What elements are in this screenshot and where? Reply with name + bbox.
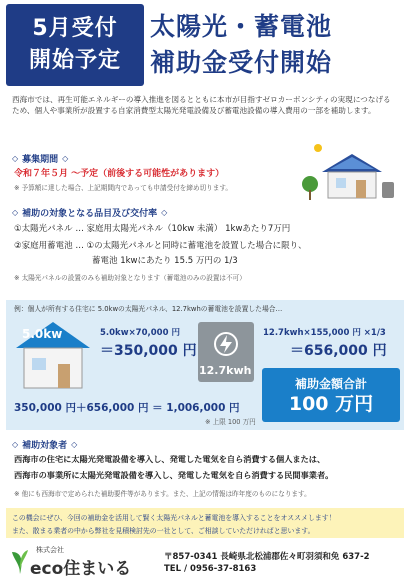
- diamond-icon: ◇: [12, 208, 19, 217]
- total-box: [262, 368, 400, 422]
- diamond-icon: ◇: [12, 154, 19, 163]
- battery-kwh-label: 12.7kwh: [199, 364, 252, 377]
- promo-line-1: この機会にぜひ、今回の補助金を活用して賢く太陽光パネルと蓄電池を導入することをオススメします！: [12, 514, 336, 522]
- company-tel: TEL / 0956-37-8163: [164, 564, 257, 574]
- promo-line-2: また、散まる業者の中から弊社を見積検討先の一社として、ご相談していただければと思います。: [12, 527, 315, 535]
- items-row-1: ①太陽光パネル … 家庭用太陽光パネル（10kw 未満） 1kwあたり7万円: [14, 224, 291, 234]
- leaf-logo-icon: [10, 546, 30, 576]
- sum-line: 350,000 円＋656,000 円 ＝ 1,006,000 円: [14, 402, 240, 414]
- result-battery: ＝656,000 円: [290, 343, 387, 359]
- period-heading: ◇ 募集期間 ◇: [12, 154, 69, 165]
- calc-battery: 12.7kwh×155,000 円 ×1/3: [263, 328, 386, 338]
- header-badge: [6, 4, 144, 86]
- house-kw-label: 5.0kw: [22, 327, 63, 341]
- total-value: 100 万円: [288, 392, 374, 415]
- result-solar: ＝350,000 円: [100, 343, 197, 359]
- company-prefix: 株式会社: [36, 546, 64, 554]
- solar-house-illustration: [300, 142, 400, 204]
- diamond-icon: ◇: [12, 440, 19, 449]
- company-name: eco住まいる: [30, 559, 132, 579]
- header-title-line2: 補助金受付開始: [150, 48, 333, 77]
- period-value: 令和７年５月 ～予定（前後する可能性があります）: [14, 169, 225, 179]
- header-title-line1: 太陽光・蓄電池: [150, 12, 333, 41]
- target-line-1: 西海市の住宅に太陽光発電設備を導入し、発電した電気を自ら消費する個人または、: [14, 454, 326, 464]
- diamond-icon: ◇: [161, 208, 168, 217]
- intro-text: 西海市では、再生可能エネルギーの導入推進を図るとともに本市が目指すゼロカーボンシティの実現につなげるため、個人や事業所が設置する自家消費型太陽光発電設備及び蓄電池設備の導入費用の一部を補助します。: [12, 95, 391, 115]
- target-note: ※ 他にも西海市で定められた補助要件等があります。また、上記の情報は昨年度のものになります。: [14, 490, 311, 498]
- items-row-3: 蓄電池 1kwにあたり 15.5 万円の 1/3: [92, 256, 238, 266]
- limit-note: ※ 上限 100 万円: [205, 418, 256, 426]
- header-title: [150, 4, 405, 86]
- items-note: ※ 太陽光パネルの設置のみも補助対象となります（蓄電池のみの設置は不可）: [14, 274, 246, 282]
- items-heading: ◇ 補助の対象となる品目及び交付率 ◇: [12, 208, 168, 219]
- company-address: 〒857-0341 長崎県北松浦郡佐々町羽須和免 637-2: [164, 552, 370, 562]
- header-badge-line2: 開始予定: [28, 48, 121, 73]
- example-text: 例：個人が所有する住宅に 5.0kwの太陽光パネル、12.7kwhの蓄電池を設置した場合…: [14, 305, 283, 313]
- diamond-icon: ◇: [71, 440, 78, 449]
- diamond-icon: ◇: [62, 154, 69, 163]
- total-title: 補助金額合計: [294, 376, 367, 391]
- target-line-2: 西海市の事業所に太陽光発電設備を導入し、発電した電気を自ら消費する民間事業者。: [14, 470, 334, 480]
- period-note: ※ 予算額に達した場合、上記期間内であっても申請受付を締め切ります。: [14, 184, 233, 192]
- target-heading: ◇ 補助対象者 ◇: [12, 440, 78, 451]
- items-row-2: ②家庭用蓄電池 … ①の太陽光パネルと同時に蓄電池を設置した場合に限り、: [14, 241, 307, 251]
- footer: [0, 542, 410, 580]
- header-badge-line1: 5月受付: [32, 16, 118, 41]
- calc-solar: 5.0kw×70,000 円: [100, 328, 180, 338]
